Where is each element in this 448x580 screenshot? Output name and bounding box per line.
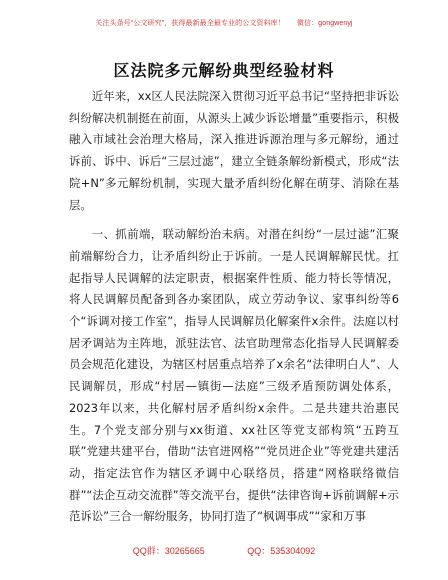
wechat-id: 微信：gongwenyj [296,20,353,27]
document-title: 区法院多元解纷典型经验材料 [113,61,335,80]
document-body [69,86,399,536]
promo-banner [0,18,448,28]
promo-banner-text: 关注头条号“公文研究”，获得最新最全最专业的公文资料库！ [95,20,285,27]
contact-footer [0,544,448,557]
qq-number: QQ：535304092 [247,546,316,556]
qq-group-number: QQ群：30265665 [132,546,205,556]
paragraph-intro: 近年来，xx区人民法院深入贯彻习近平总书记“坚持把非诉讼纠纷解决机制挺在前面，从源头上减少诉讼增量”重要指示，积极融入市域社会治理大格局，深入推进诉源治理与多元解纷，通过诉前、诉中、诉后“三层过滤”，建立全链条解纷新模式，形成“法院+N”多元解纷机制，实现大量矛盾纠纷化解在萌芽、消除在基层。 [69,89,399,212]
paragraph-section-1: 一、抓前端，联动解纷治未病。对潜在纠纷“一层过滤”汇聚前端解纷合力，让矛盾纠纷止于诉前。一是人民调解解民忧。扛起指导人民调解的法定职责，根据案件性质、能力特长等情况，将人民调解员配备到各办案团队，成立劳动争议、家事纠纷等6个“诉调对接工作室”，指导人民调解员化解案件x余件。法庭以村居矛调站为主阵地，派驻法官、法官助理常态化指导人民调解委员会规范化建设，为辖区村居重点培养了x余名“法律明白人”、人民调解员，形成“村居—镇街—法庭”三级矛盾预防调处体系，2023年以来，共化解村居矛盾纠纷x余件。二是共建共治惠民生。7个党支部分别与xx街道、xx社区等党支部构筑“五跨互联”党建共建平台，借助“法官进网格”“党员进企业”等党建共建活动，指定法官作为辖区矛调中心联络员，搭建“网格联络微信群”“法企互动交流群”等交流平台，提供“法律咨询+诉前调解+示范诉讼”三合一解纷服务，协同打造了“枫调事成”“家和万事 [69,227,399,524]
